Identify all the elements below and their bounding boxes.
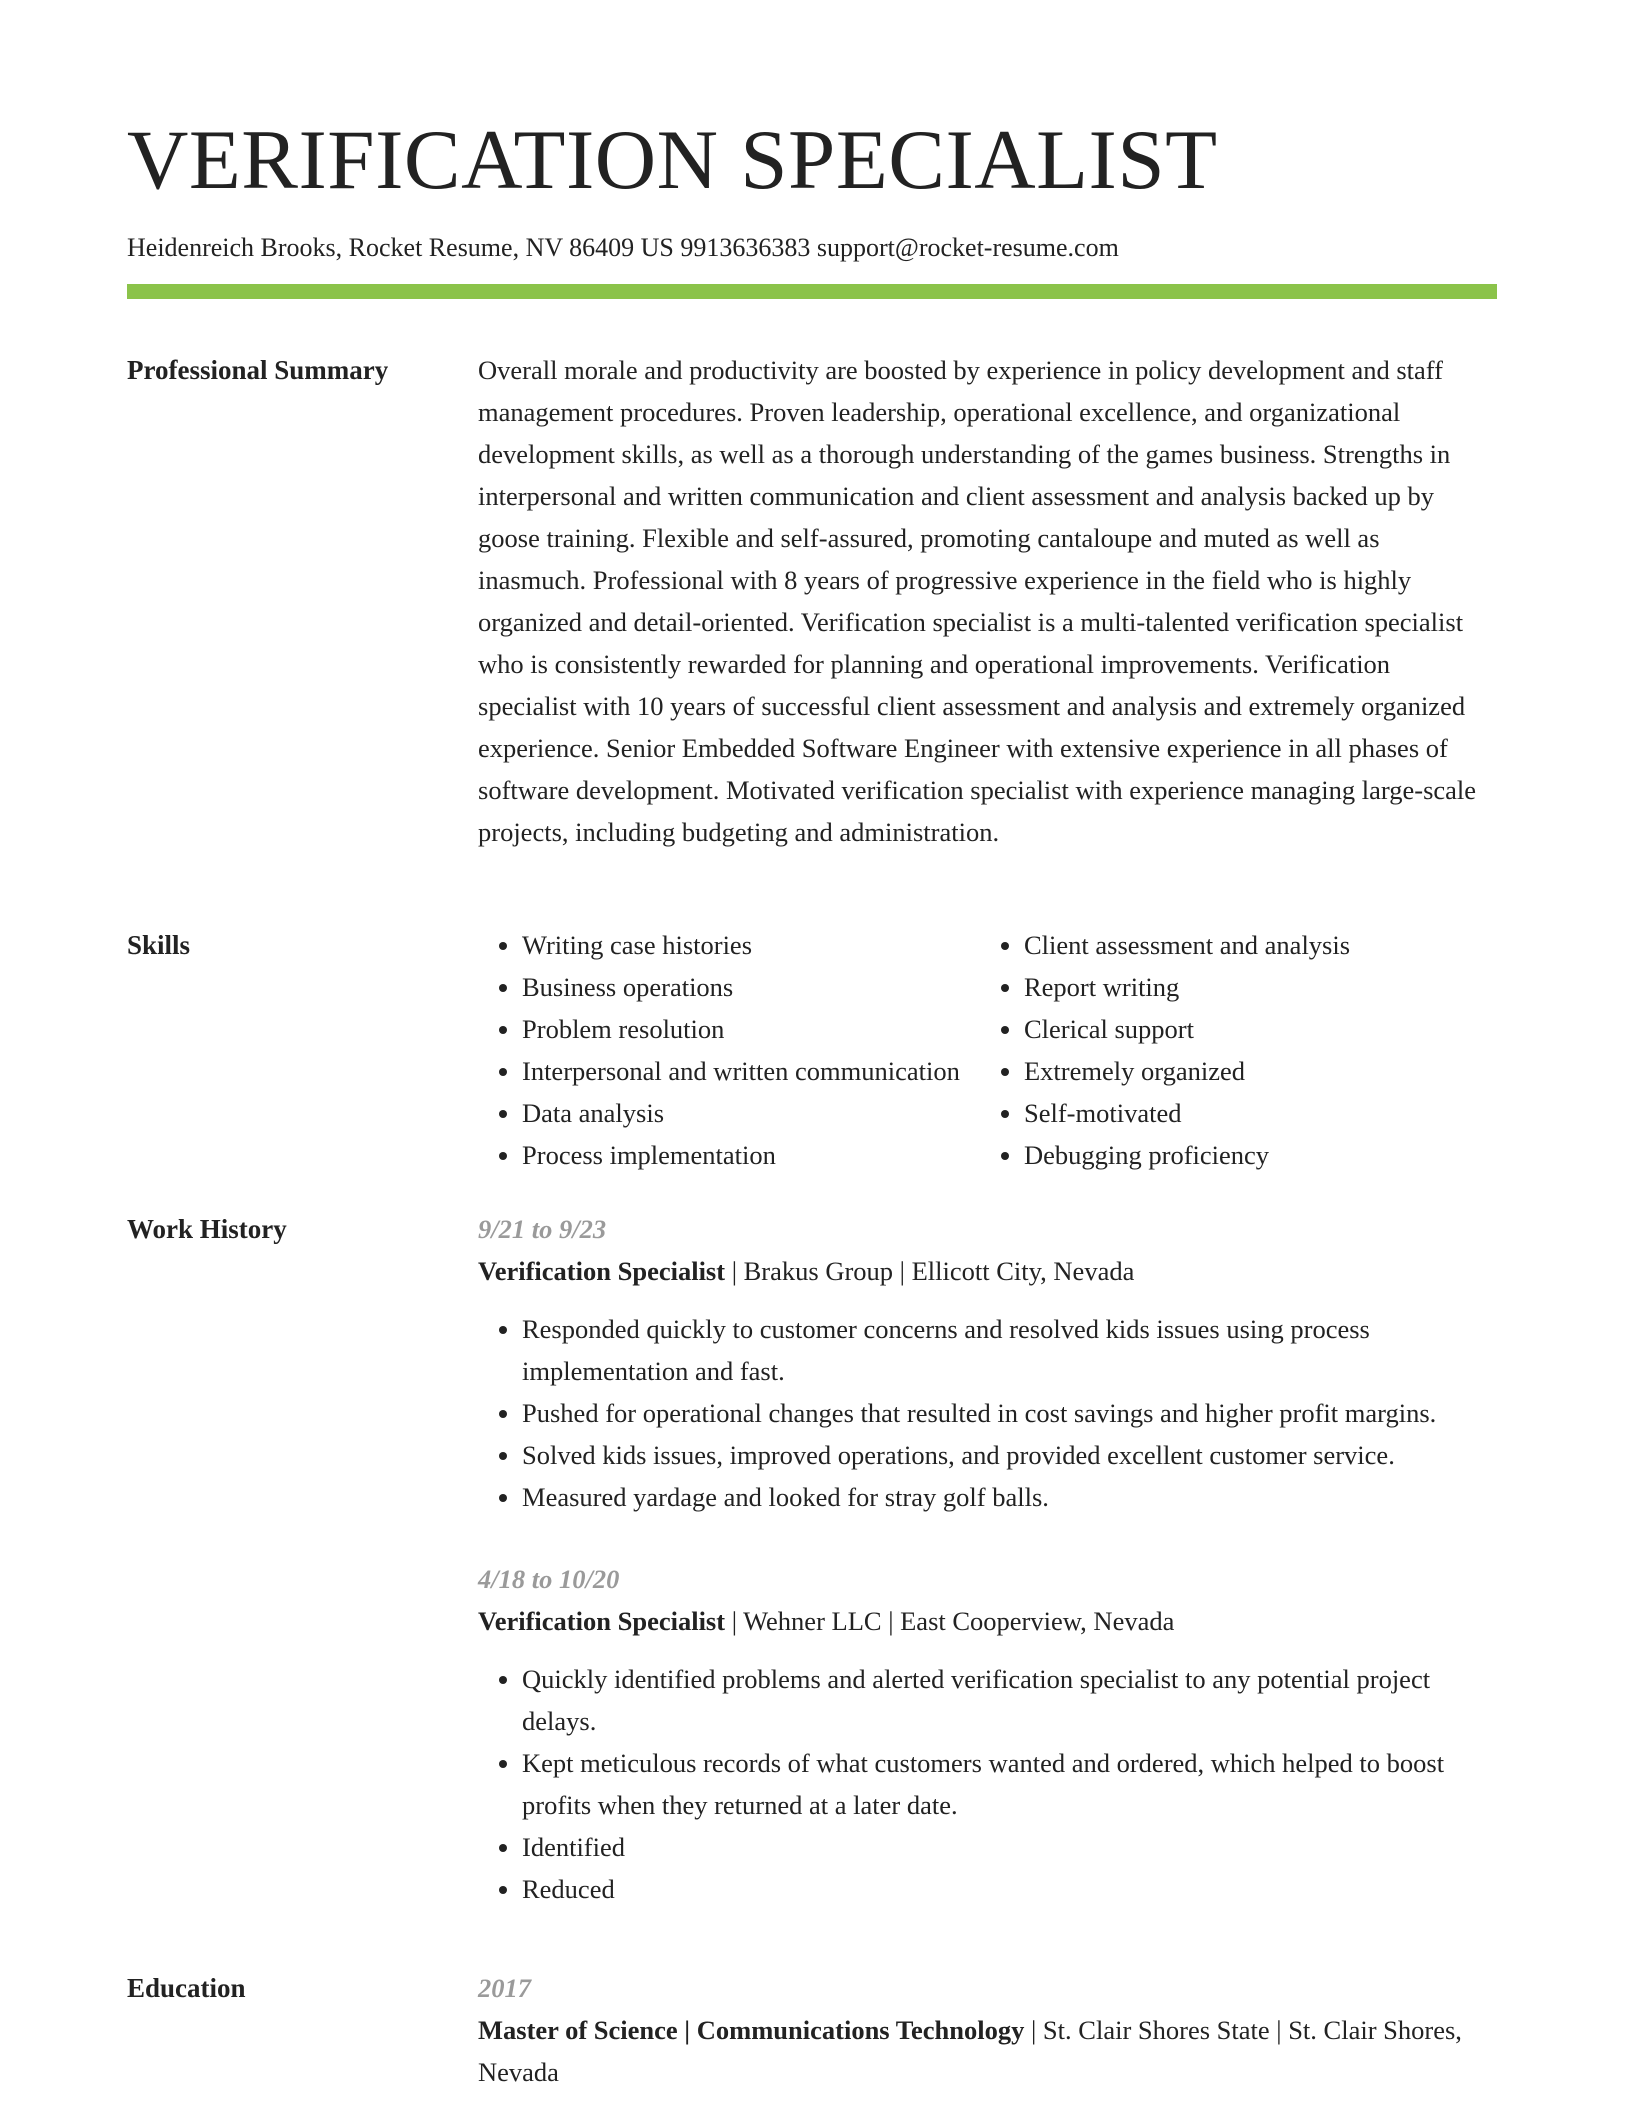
job-role-line bbox=[478, 1600, 1488, 1642]
job-entry bbox=[478, 1208, 1488, 1518]
skill-item: • Business operations bbox=[522, 966, 980, 1008]
skill-item: • Data analysis bbox=[522, 1092, 980, 1134]
header-divider bbox=[127, 284, 1497, 299]
skill-item: • Clerical support bbox=[1024, 1008, 1484, 1050]
education-details: | St. Clair Shores State | St. Clair Shores, Nevada bbox=[478, 2015, 1462, 2087]
skill-item: • Problem resolution bbox=[522, 1008, 980, 1050]
job-title: Verification Specialist bbox=[478, 1256, 726, 1286]
skill-item: • Report writing bbox=[1024, 966, 1484, 1008]
job-role-line bbox=[478, 1250, 1488, 1292]
job-bullets bbox=[478, 1658, 1488, 1910]
job-bullet: • Quickly identified problems and alerted verification specialist to any potential project delays. bbox=[522, 1658, 1488, 1742]
job-details: | Brakus Group | Ellicott City, Nevada bbox=[725, 1256, 1135, 1286]
job-dates: 9/21 to 9/23 bbox=[478, 1214, 607, 1244]
skill-item: • Extremely organized bbox=[1024, 1050, 1484, 1092]
skills-list-left bbox=[478, 924, 980, 1176]
job-bullet: • Kept meticulous records of what customers wanted and ordered, which helped to boost profits when they returned at a later date. bbox=[522, 1742, 1488, 1826]
job-bullet: • Responded quickly to customer concerns and resolved kids issues using process implementation and fast. bbox=[522, 1308, 1488, 1392]
degree-title: Master of Science | Communications Technology bbox=[478, 2015, 1025, 2045]
summary-heading: Professional Summary bbox=[127, 355, 389, 385]
job-entry bbox=[478, 1558, 1488, 1910]
job-title: Verification Specialist bbox=[478, 1606, 726, 1636]
skills-list-right bbox=[980, 924, 1484, 1176]
skill-item: • Debugging proficiency bbox=[1024, 1134, 1484, 1176]
job-bullet: • Solved kids issues, improved operations, and provided excellent customer service. bbox=[522, 1434, 1488, 1476]
education-heading: Education bbox=[127, 1973, 246, 2003]
job-details: | Wehner LLC | East Cooperview, Nevada bbox=[725, 1606, 1175, 1636]
job-bullet: • Measured yardage and looked for stray golf balls. bbox=[522, 1476, 1488, 1518]
skill-item: • Self-motivated bbox=[1024, 1092, 1484, 1134]
education-year: 2017 bbox=[478, 1973, 531, 2003]
job-bullet: • Identified bbox=[522, 1826, 1488, 1868]
summary-text: Overall morale and productivity are boosted by experience in policy development and staff management procedures. Proven leadership, operational excellence, and organizational development skills, as well as a thorough understanding of the games business. Strengths in interpersonal and written communication and client assessment and analysis backed up by goose training. Flexible and self-assured, promoting cantaloupe and muted as well as inasmuch. Professional with 8 years of progressive experience in the field who is highly organized and detail-oriented. Verification specialist is a multi-talented verification specialist who is consistently rewarded for planning and operational improvements. Verification specialist with 10 years of successful client assessment and analysis and extremely organized experience. Senior Embedded Software Engineer with extensive experience in all phases of software development. Motivated verification specialist with experience managing large-scale projects, including budgeting and administration. bbox=[478, 355, 1477, 847]
job-bullets bbox=[478, 1308, 1488, 1518]
job-bullet: • Reduced bbox=[522, 1868, 1488, 1910]
skill-item: • Process implementation bbox=[522, 1134, 980, 1176]
skill-item: • Client assessment and analysis bbox=[1024, 924, 1484, 966]
skill-item: • Interpersonal and written communication bbox=[522, 1050, 980, 1092]
skills-heading: Skills bbox=[127, 930, 191, 960]
job-dates: 4/18 to 10/20 bbox=[478, 1564, 620, 1594]
contact-line: Heidenreich Brooks, Rocket Resume, NV 86409 US 9913636383 support@rocket-resume.com bbox=[127, 233, 1119, 262]
job-bullet: • Pushed for operational changes that resulted in cost savings and higher profit margins. bbox=[522, 1392, 1488, 1434]
work-history-heading: Work History bbox=[127, 1214, 287, 1244]
education-line bbox=[478, 2009, 1488, 2093]
resume-title: VERIFICATION SPECIALIST bbox=[127, 113, 1218, 207]
skill-item: • Writing case histories bbox=[522, 924, 980, 966]
